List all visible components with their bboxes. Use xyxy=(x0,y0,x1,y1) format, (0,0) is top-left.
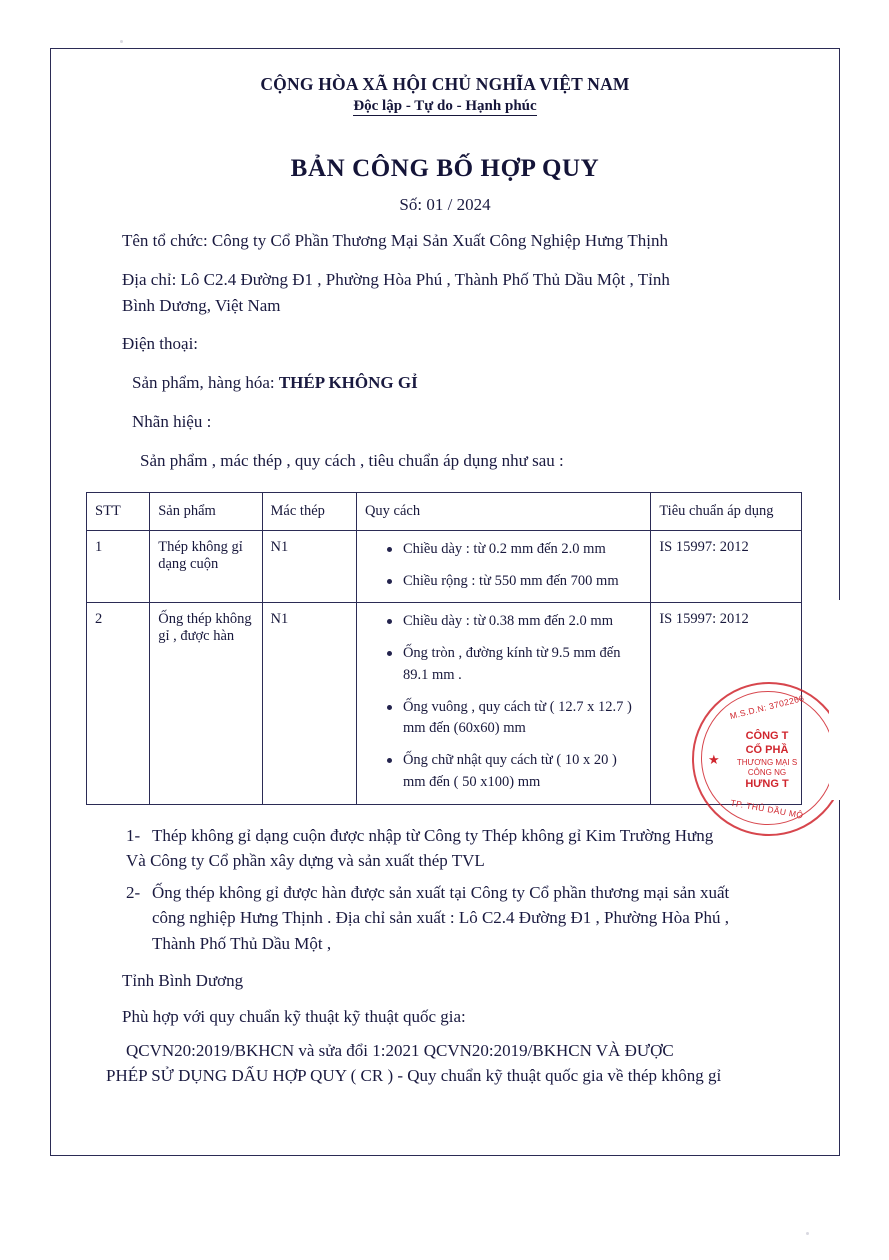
stamp-line-5: HƯNG T xyxy=(745,777,789,790)
stamp-arc-top: M.S.D.N: 3702266 xyxy=(728,692,806,722)
product-line xyxy=(132,370,806,396)
national-motto-text: Độc lập - Tự do - Hạnh phúc xyxy=(353,98,537,114)
document-number: Số: 01 / 2024 xyxy=(399,195,491,214)
col-header-standard: Tiêu chuẩn áp dụng xyxy=(651,492,802,530)
spec-list xyxy=(365,539,642,593)
scan-speck xyxy=(120,40,123,43)
product-value: THÉP KHÔNG GỈ xyxy=(278,373,418,393)
org-address-line2: Bình Dương, Việt Nam xyxy=(122,295,281,315)
page-edge-mask xyxy=(829,600,889,800)
stamp-line-2: CỔ PHẦ xyxy=(745,743,789,756)
col-header-spec: Quy cách xyxy=(356,492,650,530)
notes-section xyxy=(84,823,806,957)
closing-section xyxy=(84,968,806,1089)
org-name-line: Tên tổ chức: Công ty Cổ Phần Thương Mại Sản Xuất Công Nghiệp Hưng Thịnh xyxy=(122,231,668,250)
scan-speck xyxy=(806,1232,809,1235)
cell-product: Thép không gỉ dạng cuộn xyxy=(150,530,262,603)
col-header-stt: STT xyxy=(87,492,150,530)
col-header-grade: Mác thép xyxy=(262,492,356,530)
spec-item: Ống vuông , quy cách từ ( 12.7 x 12.7 ) mm đến (60x60) mm xyxy=(387,697,642,741)
note-line: Thành Phố Thủ Dầu Một , xyxy=(152,933,332,953)
spec-item: Ống chữ nhật quy cách từ ( 10 x 20 ) mm đến ( 50 x100) mm xyxy=(387,750,642,794)
note-number: 2- xyxy=(126,882,141,902)
stamp-line-4: CÔNG NG xyxy=(747,767,787,777)
conformity-line2: PHÉP SỬ DỤNG DẤU HỢP QUY ( CR ) - Quy chuẩn kỹ thuật quốc gia về thép không gỉ xyxy=(106,1066,722,1086)
brand-label: Nhãn hiệu : xyxy=(132,412,212,432)
spec-item: Chiều dày : từ 0.38 mm đến 2.0 mm xyxy=(387,611,642,633)
table-row xyxy=(87,603,802,804)
note-number: 1- xyxy=(126,825,141,845)
stamp-arc-bottom: TP. THỦ DẦU MỘ xyxy=(729,797,805,821)
note-line: Thép không gỉ dạng cuộn được nhập từ Công ty Thép không gỉ Kim Trường Hưng xyxy=(152,825,714,845)
table-row xyxy=(87,530,802,603)
table-header-row xyxy=(87,492,802,530)
note-line: Ống thép không gỉ được hàn được sản xuất tại Công ty Cổ phần thương mại sản xuất xyxy=(152,882,730,902)
org-address-line1: Địa chỉ: Lô C2.4 Đường Đ1 , Phường Hòa Phú , Thành Phố Thủ Dầu Một , Tỉnh xyxy=(122,269,670,289)
spec-item: Chiều dày : từ 0.2 mm đến 2.0 mm xyxy=(387,539,642,561)
product-label: Sản phẩm, hàng hóa: xyxy=(132,373,275,393)
national-title: CỘNG HÒA XÃ HỘI CHỦ NGHĨA VIỆT NAM xyxy=(260,74,630,94)
col-header-product: Sản phẩm xyxy=(150,492,262,530)
conformity-label: Phù hợp với quy chuẩn kỹ thuật kỹ thuật quốc gia: xyxy=(122,1006,466,1026)
cell-stt: 1 xyxy=(87,530,150,603)
national-motto xyxy=(84,98,806,115)
spec-intro: Sản phẩm , mác thép , quy cách , tiêu chuẩn áp dụng như sau : xyxy=(140,450,564,470)
cell-grade: N1 xyxy=(262,530,356,603)
spec-item: Chiều rộng : từ 550 mm đến 700 mm xyxy=(387,571,642,593)
cell-grade: N1 xyxy=(262,603,356,804)
cell-specs xyxy=(356,530,650,603)
stamp-line-3: THƯƠNG MẠI S xyxy=(736,757,798,767)
stamp-star-icon: ★ xyxy=(708,752,720,767)
spec-list xyxy=(365,611,642,793)
org-phone-line: Điện thoại: xyxy=(122,334,199,354)
cell-specs xyxy=(356,603,650,804)
specification-table xyxy=(86,492,802,805)
cell-standard: IS 15997: 2012 xyxy=(651,603,802,804)
document-body xyxy=(66,62,824,1089)
cell-standard: IS 15997: 2012 xyxy=(651,530,802,603)
cell-stt: 2 xyxy=(87,603,150,804)
province-line: Tỉnh Bình Dương xyxy=(122,971,244,991)
cell-product: Ống thép không gỉ , được hàn xyxy=(150,603,262,804)
page-title: BẢN CÔNG BỐ HỢP QUY xyxy=(290,155,600,182)
note-item xyxy=(126,823,806,849)
stamp-line-1: CÔNG T xyxy=(745,730,789,742)
note-item xyxy=(126,880,806,906)
spec-item: Ống tròn , đường kính từ 9.5 mm đến 89.1 mm . xyxy=(387,643,642,687)
note-line: Và Công ty Cổ phần xây dựng và sản xuất thép TVL xyxy=(126,851,485,871)
note-line: công nghiệp Hưng Thịnh . Địa chỉ sản xuất : Lô C2.4 Đường Đ1 , Phường Hòa Phú , xyxy=(152,908,729,928)
conformity-line1: QCVN20:2019/BKHCN và sửa đổi 1:2021 QCVN20:2019/BKHCN VÀ ĐƯỢC xyxy=(126,1040,674,1060)
